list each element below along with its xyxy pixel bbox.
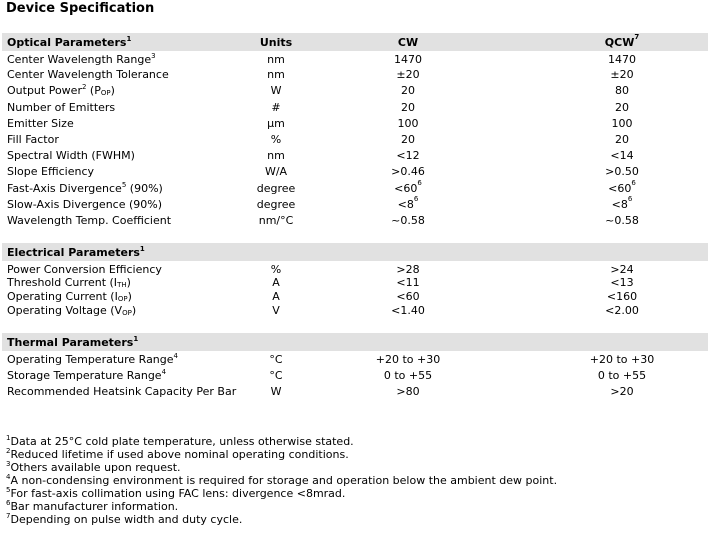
parameter-name — [7, 166, 94, 177]
cw-value-text: 0 to +55 — [383, 368, 433, 382]
unit-cell-text: nm — [267, 149, 285, 163]
footnote-text: Bar manufacturer information. — [10, 500, 179, 513]
parameter-name — [7, 85, 115, 96]
unit-cell-text: nm — [267, 53, 285, 66]
footnote-text: Others available upon request. — [10, 461, 181, 474]
qcw-value-text: >20 — [610, 385, 634, 398]
section-header — [7, 247, 145, 258]
qcw-value-text: >0.50 — [605, 165, 639, 179]
section-header-text: Thermal Parameters — [7, 336, 134, 349]
footnote-number: 5 — [6, 486, 11, 494]
qcw-value-text: 20 — [615, 100, 629, 114]
unit-cell-text: degree — [256, 181, 296, 195]
unit-cell-text: W — [270, 84, 282, 98]
qcw-value-text: <60 — [608, 181, 632, 195]
parameter-sup: 2 — [81, 83, 87, 92]
parameter-name — [7, 199, 162, 210]
cw-value-text: ±20 — [396, 68, 420, 82]
parameter-name — [7, 134, 59, 145]
footnote — [6, 500, 557, 513]
footnote-number: 3 — [6, 460, 11, 468]
footnote — [6, 474, 557, 487]
parameter-name — [7, 215, 171, 226]
qcw-value-text: ~0.58 — [605, 213, 639, 227]
qcw-column-header-sup: 7 — [634, 33, 640, 41]
table-row — [2, 351, 708, 368]
table-row — [2, 368, 708, 385]
section-header-sup: 1 — [126, 35, 132, 43]
footnote — [6, 487, 557, 500]
footnote-text: A non-condensing environment is required for storage and operation below the ambient dew point. — [10, 474, 558, 487]
parameter-text: Emitter Size — [7, 116, 74, 130]
cw-value-text: 20 — [401, 132, 415, 146]
section-header-sup: 1 — [133, 335, 139, 343]
qcw-value-text: +20 to +30 — [589, 353, 655, 366]
table-row — [2, 67, 708, 83]
optical-header-row — [2, 33, 708, 51]
qcw-value-text: <13 — [610, 276, 634, 289]
cw-value-text: 20 — [401, 100, 415, 114]
footnote — [6, 513, 557, 526]
qcw-value-text: <2.00 — [605, 304, 639, 317]
unit-cell-text: degree — [256, 197, 296, 211]
table-row — [2, 178, 708, 197]
page-title: Device Specification — [6, 1, 155, 16]
parameter-name — [7, 386, 236, 397]
parameter-name — [7, 54, 156, 65]
optical-section — [2, 33, 708, 229]
section-header-sup: 1 — [139, 245, 145, 253]
thermal-section — [2, 333, 708, 401]
table-row — [2, 116, 708, 132]
footnote — [6, 461, 557, 474]
parameter-sub: OP — [117, 295, 128, 303]
parameter-sub: OP — [100, 89, 111, 98]
footnote-number: 4 — [6, 473, 11, 481]
qcw-value-text: 80 — [615, 84, 629, 98]
parameter-text: Center Wavelength Range — [7, 53, 152, 66]
cw-column-header-text: CW — [397, 36, 419, 49]
parameter-text: Operating Current (I — [7, 290, 118, 303]
table-row — [2, 275, 708, 289]
table-row — [2, 194, 708, 213]
footnote-text: Depending on pulse width and duty cycle. — [10, 513, 243, 526]
parameter-text: Power Conversion Efficiency — [7, 263, 162, 276]
parameter-sub: OP — [122, 309, 132, 317]
parameter-sup: 4 — [173, 352, 178, 360]
cw-value-sup: 6 — [413, 194, 419, 203]
parameter-name — [7, 69, 169, 80]
qcw-value-sup: 6 — [627, 194, 633, 203]
parameter-text: Fast-Axis Divergence — [7, 181, 122, 195]
parameter-text: Number of Emitters — [7, 100, 116, 114]
parameter-end: ) — [127, 290, 132, 303]
table-row — [2, 384, 708, 401]
parameter-name — [7, 291, 132, 302]
table-row — [2, 83, 708, 99]
table-row — [2, 132, 708, 148]
unit-cell-text: # — [271, 100, 281, 114]
footnote-number: 6 — [6, 499, 11, 507]
cw-value-sup: 6 — [417, 178, 422, 187]
parameter-sup: 5 — [121, 180, 127, 189]
qcw-value-text: <160 — [606, 290, 638, 303]
unit-cell-text: V — [272, 304, 280, 317]
parameter-name — [7, 305, 136, 316]
parameter-end: ) — [131, 304, 137, 317]
footnote-text: For fast-axis collimation using FAC lens: divergence <8mrad. — [10, 487, 346, 500]
qcw-value-text: 1470 — [608, 53, 636, 66]
cw-value-text: <1.40 — [391, 304, 425, 317]
qcw-value-text: <8 — [611, 197, 628, 211]
cw-value-text: <12 — [396, 149, 420, 163]
qcw-value-text: >24 — [610, 263, 634, 276]
unit-cell-text: µm — [267, 116, 285, 130]
parameter-text: Slope Efficiency — [7, 165, 95, 179]
parameter-text: Center Wavelength Tolerance — [7, 68, 169, 82]
parameter-text: Storage Temperature Range — [7, 368, 162, 382]
parameter-name — [7, 354, 178, 365]
parameter-text: Output Power — [7, 84, 82, 98]
qcw-value-text: 0 to +55 — [597, 368, 647, 382]
unit-cell-text: nm — [267, 68, 285, 82]
unit-cell-text: °C — [269, 353, 283, 366]
units-column-header-text: Units — [259, 36, 293, 49]
cw-value-text: <11 — [396, 276, 420, 289]
footnotes — [6, 435, 557, 526]
footnote-text: Data at 25°C cold plate temperature, unless otherwise stated. — [10, 435, 354, 448]
footnote — [6, 435, 557, 448]
unit-cell-text: W — [270, 385, 282, 398]
parameter-sup: 3 — [151, 52, 156, 60]
parameter-sup: 4 — [161, 367, 167, 376]
table-row — [2, 148, 708, 164]
qcw-column-header-text: QCW — [604, 36, 635, 49]
parameter-text: Threshold Current (I — [7, 276, 118, 289]
section-header-text: Optical Parameters — [7, 36, 127, 49]
section-header-text: Electrical Parameters — [7, 246, 140, 259]
unit-cell-text: % — [270, 263, 282, 276]
parameter-text: Wavelength Temp. Coefficient — [7, 213, 172, 227]
cw-value-text: <60 — [394, 181, 418, 195]
parameter-after: (P — [86, 84, 101, 98]
unit-cell-text: A — [272, 276, 280, 289]
parameter-name — [7, 102, 115, 113]
qcw-value-text: 100 — [611, 116, 633, 130]
section-header — [7, 337, 138, 348]
qcw-value-text: <14 — [610, 149, 634, 163]
cw-value-text: >28 — [396, 263, 420, 276]
electrical-header-row — [2, 243, 708, 261]
table-row — [2, 303, 708, 317]
parameter-text: Slow-Axis Divergence (90%) — [7, 197, 163, 211]
parameter-text: Recommended Heatsink Capacity Per Bar — [7, 385, 237, 398]
unit-cell-text: nm/°C — [258, 213, 294, 227]
parameter-end: ) — [126, 276, 131, 289]
table-row — [2, 51, 708, 67]
table-row — [2, 164, 708, 180]
cw-value-text: 100 — [397, 116, 419, 130]
cw-value-text: >0.46 — [391, 165, 425, 179]
parameter-name — [7, 277, 131, 288]
cw-value-text: 20 — [401, 84, 415, 98]
footnote-number: 2 — [6, 447, 11, 455]
qcw-value-sup: 6 — [631, 178, 636, 187]
table-row — [2, 261, 708, 275]
cw-value-text: 1470 — [394, 53, 422, 66]
parameter-text: Spectral Width (FWHM) — [7, 149, 135, 163]
footnote-text: Reduced lifetime if used above nominal operating conditions. — [10, 448, 349, 461]
parameter-name — [7, 180, 163, 195]
thermal-header-row — [2, 333, 708, 351]
parameter-name — [7, 118, 74, 129]
parameter-text: Fill Factor — [7, 132, 59, 146]
cw-value-text: <8 — [397, 197, 414, 211]
unit-cell-text: °C — [269, 368, 283, 382]
cw-value-text: ~0.58 — [391, 213, 425, 227]
parameter-name — [7, 367, 167, 382]
parameter-after: (90%) — [126, 181, 163, 195]
section-header — [7, 37, 131, 48]
table-row — [2, 289, 708, 303]
cw-value-text: <60 — [396, 290, 420, 303]
qcw-value-text: ±20 — [610, 68, 634, 82]
parameter-name — [7, 264, 162, 275]
table-row — [2, 100, 708, 116]
parameter-end: ) — [110, 84, 115, 98]
unit-cell-text: A — [272, 290, 280, 303]
unit-cell-text: W/A — [264, 165, 288, 179]
parameter-text: Operating Temperature Range — [7, 353, 174, 366]
unit-cell-text: % — [270, 132, 282, 146]
electrical-section — [2, 243, 708, 317]
footnote — [6, 448, 557, 461]
footnote-number: 7 — [6, 512, 11, 520]
table-row — [2, 213, 708, 229]
parameter-text: Operating Voltage (V — [7, 304, 123, 317]
cw-value-text: >80 — [396, 385, 420, 398]
cw-value-text: +20 to +30 — [375, 353, 441, 366]
parameter-sub: TH — [117, 281, 127, 289]
footnote-number: 1 — [6, 434, 11, 442]
qcw-value-text: 20 — [615, 132, 629, 146]
parameter-name — [7, 150, 135, 161]
